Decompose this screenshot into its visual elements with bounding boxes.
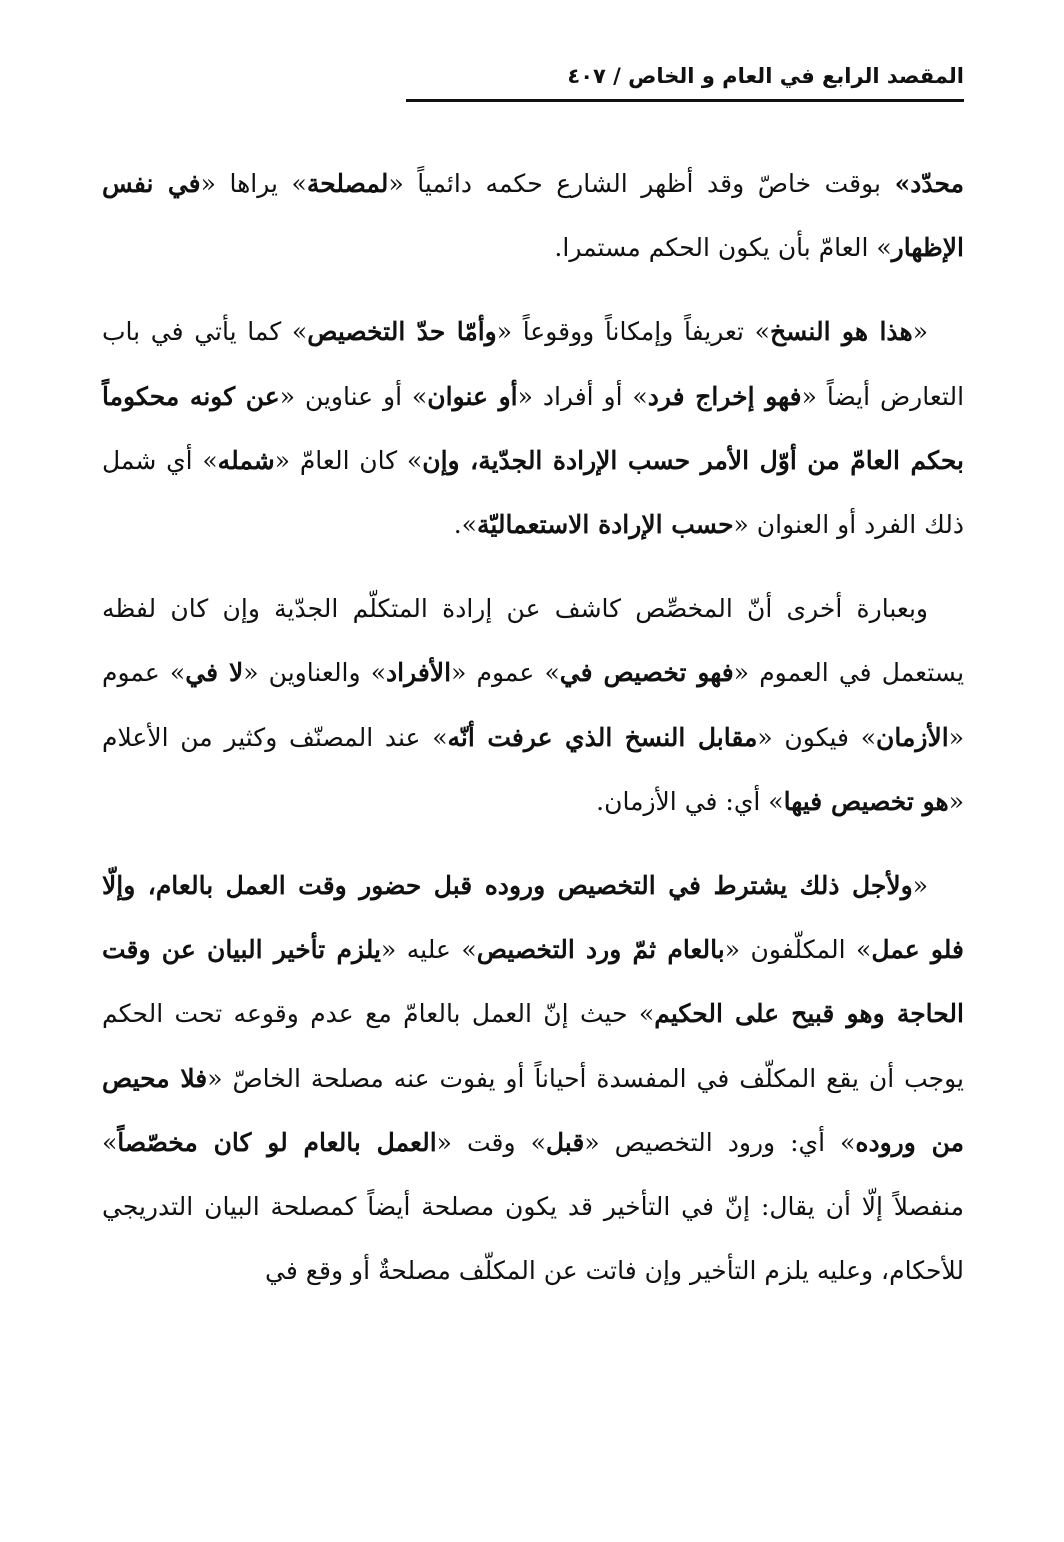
quoted-source-text: فلا محيص من وروده [102, 1063, 965, 1157]
quoted-source-text: في نفس الإظهار [102, 169, 964, 263]
commentary-text: » أي: في الأزمان. [596, 786, 784, 816]
quoted-source-text: لا في [185, 658, 244, 688]
quoted-source-text: وأمّا حدّ التخصيص [307, 317, 497, 347]
quoted-source-text: مقابل النسخ الذي عرفت أنّه [447, 722, 758, 752]
commentary-text: » المكلّفون « [724, 935, 872, 965]
quoted-source-text: ولأجل ذلك يشترط في التخصيص وروده قبل حضور وقت العمل بالعام، وإلّا فلو عمل [102, 871, 964, 965]
commentary-text: » العامّ بأن يكون الحكم مستمرا. [554, 233, 892, 263]
commentary-text: » عموم « [451, 658, 560, 688]
main-text-body [102, 152, 964, 1323]
quoted-source-text: يلزم تأخير البيان عن وقت الحاجة وهو قبيح على الحكيم [102, 935, 964, 1029]
quoted-source-text: حسب الإرادة الاستعماليّة [476, 510, 734, 540]
quoted-source-text: هو تخصيص فيها [783, 786, 949, 816]
commentary-text: » أي شمل ذلك الفرد أو العنوان « [102, 445, 964, 540]
quoted-source-text: لمصلحة [306, 169, 389, 198]
running-title: المقصد الرابع في العام و الخاص / ٤٠٧ [567, 64, 964, 88]
commentary-text: » أي: ورود التخصيص « [584, 1127, 856, 1157]
quoted-source-text: العمل بالعام لو كان مخصّصاً [117, 1127, 437, 1157]
header-divider [406, 99, 964, 102]
commentary-text: « [912, 317, 928, 347]
quoted-source-text: الأزمان [876, 722, 949, 752]
commentary-text: » وقت « [436, 1127, 546, 1157]
commentary-text: » فيكون « [757, 722, 877, 752]
paragraph [102, 300, 964, 557]
commentary-text: » كان العامّ « [274, 445, 423, 475]
commentary-text: » عموم « [102, 658, 964, 752]
running-header [522, 56, 964, 96]
quoted-source-text: فهو إخراج فرد [647, 381, 802, 411]
commentary-text: » عليه « [380, 935, 477, 965]
commentary-text: » يراها « [200, 169, 307, 198]
commentary-text: « [912, 871, 928, 901]
quoted-source-text: عن كونه محكوماً بحكم العامّ من أوّل الأمر حسب الإرادة الجدّية، وإن [102, 381, 964, 475]
commentary-text: » منفصلاً إلّا أن يقال: إنّ في التأخير قد يكون مصلحة أيضاً كمصلحة البيان التدريجي للأحكام، وعليه يلزم التأخير وإن فاتت عن المكلّف مصلحةٌ أو وقع في [102, 1127, 964, 1286]
commentary-text: وبعبارة أخرى أنّ المخصِّص كاشف عن إرادة المتكلّم الجدّية وإن كان لفظه يستعمل في العموم « [102, 594, 965, 688]
commentary-text: » كما يأتي في باب التعارض أيضاً « [102, 317, 965, 411]
commentary-text: » تعريفاً وإمكاناً ووقوعاً « [496, 317, 770, 347]
paragraph [102, 577, 964, 834]
paragraph [102, 152, 964, 280]
quoted-source-text: فهو تخصيص في [559, 658, 734, 688]
commentary-text: » أو عناوين « [279, 381, 428, 411]
commentary-text: » عند المصنّف وكثير من الأعلام « [102, 722, 964, 816]
commentary-text: » أو أفراد « [517, 381, 648, 411]
quoted-source-text: بالعام ثمّ ورد التخصيص [476, 935, 725, 965]
commentary-text: » حيث إنّ العمل بالعامّ مع عدم وقوعه تحت الحكم يوجب أن يقع المكلّف في المفسدة أحياناً أو يفوت عنه مصلحة الخاصّ « [102, 999, 964, 1093]
commentary-text: » والعناوين « [243, 658, 387, 688]
quoted-source-text: أو عنوان [427, 381, 518, 411]
paragraph [102, 854, 964, 1303]
quoted-source-text: محدّد» [894, 169, 965, 198]
commentary-text: ». [453, 510, 477, 540]
commentary-text: بوقت خاصّ وقد أظهر الشارع حكمه دائمياً « [388, 169, 895, 198]
quoted-source-text: الأفراد [386, 658, 452, 688]
quoted-source-text: هذا هو النسخ [769, 317, 913, 347]
quoted-source-text: شمله [217, 445, 275, 475]
quoted-source-text: قبل [545, 1127, 585, 1157]
